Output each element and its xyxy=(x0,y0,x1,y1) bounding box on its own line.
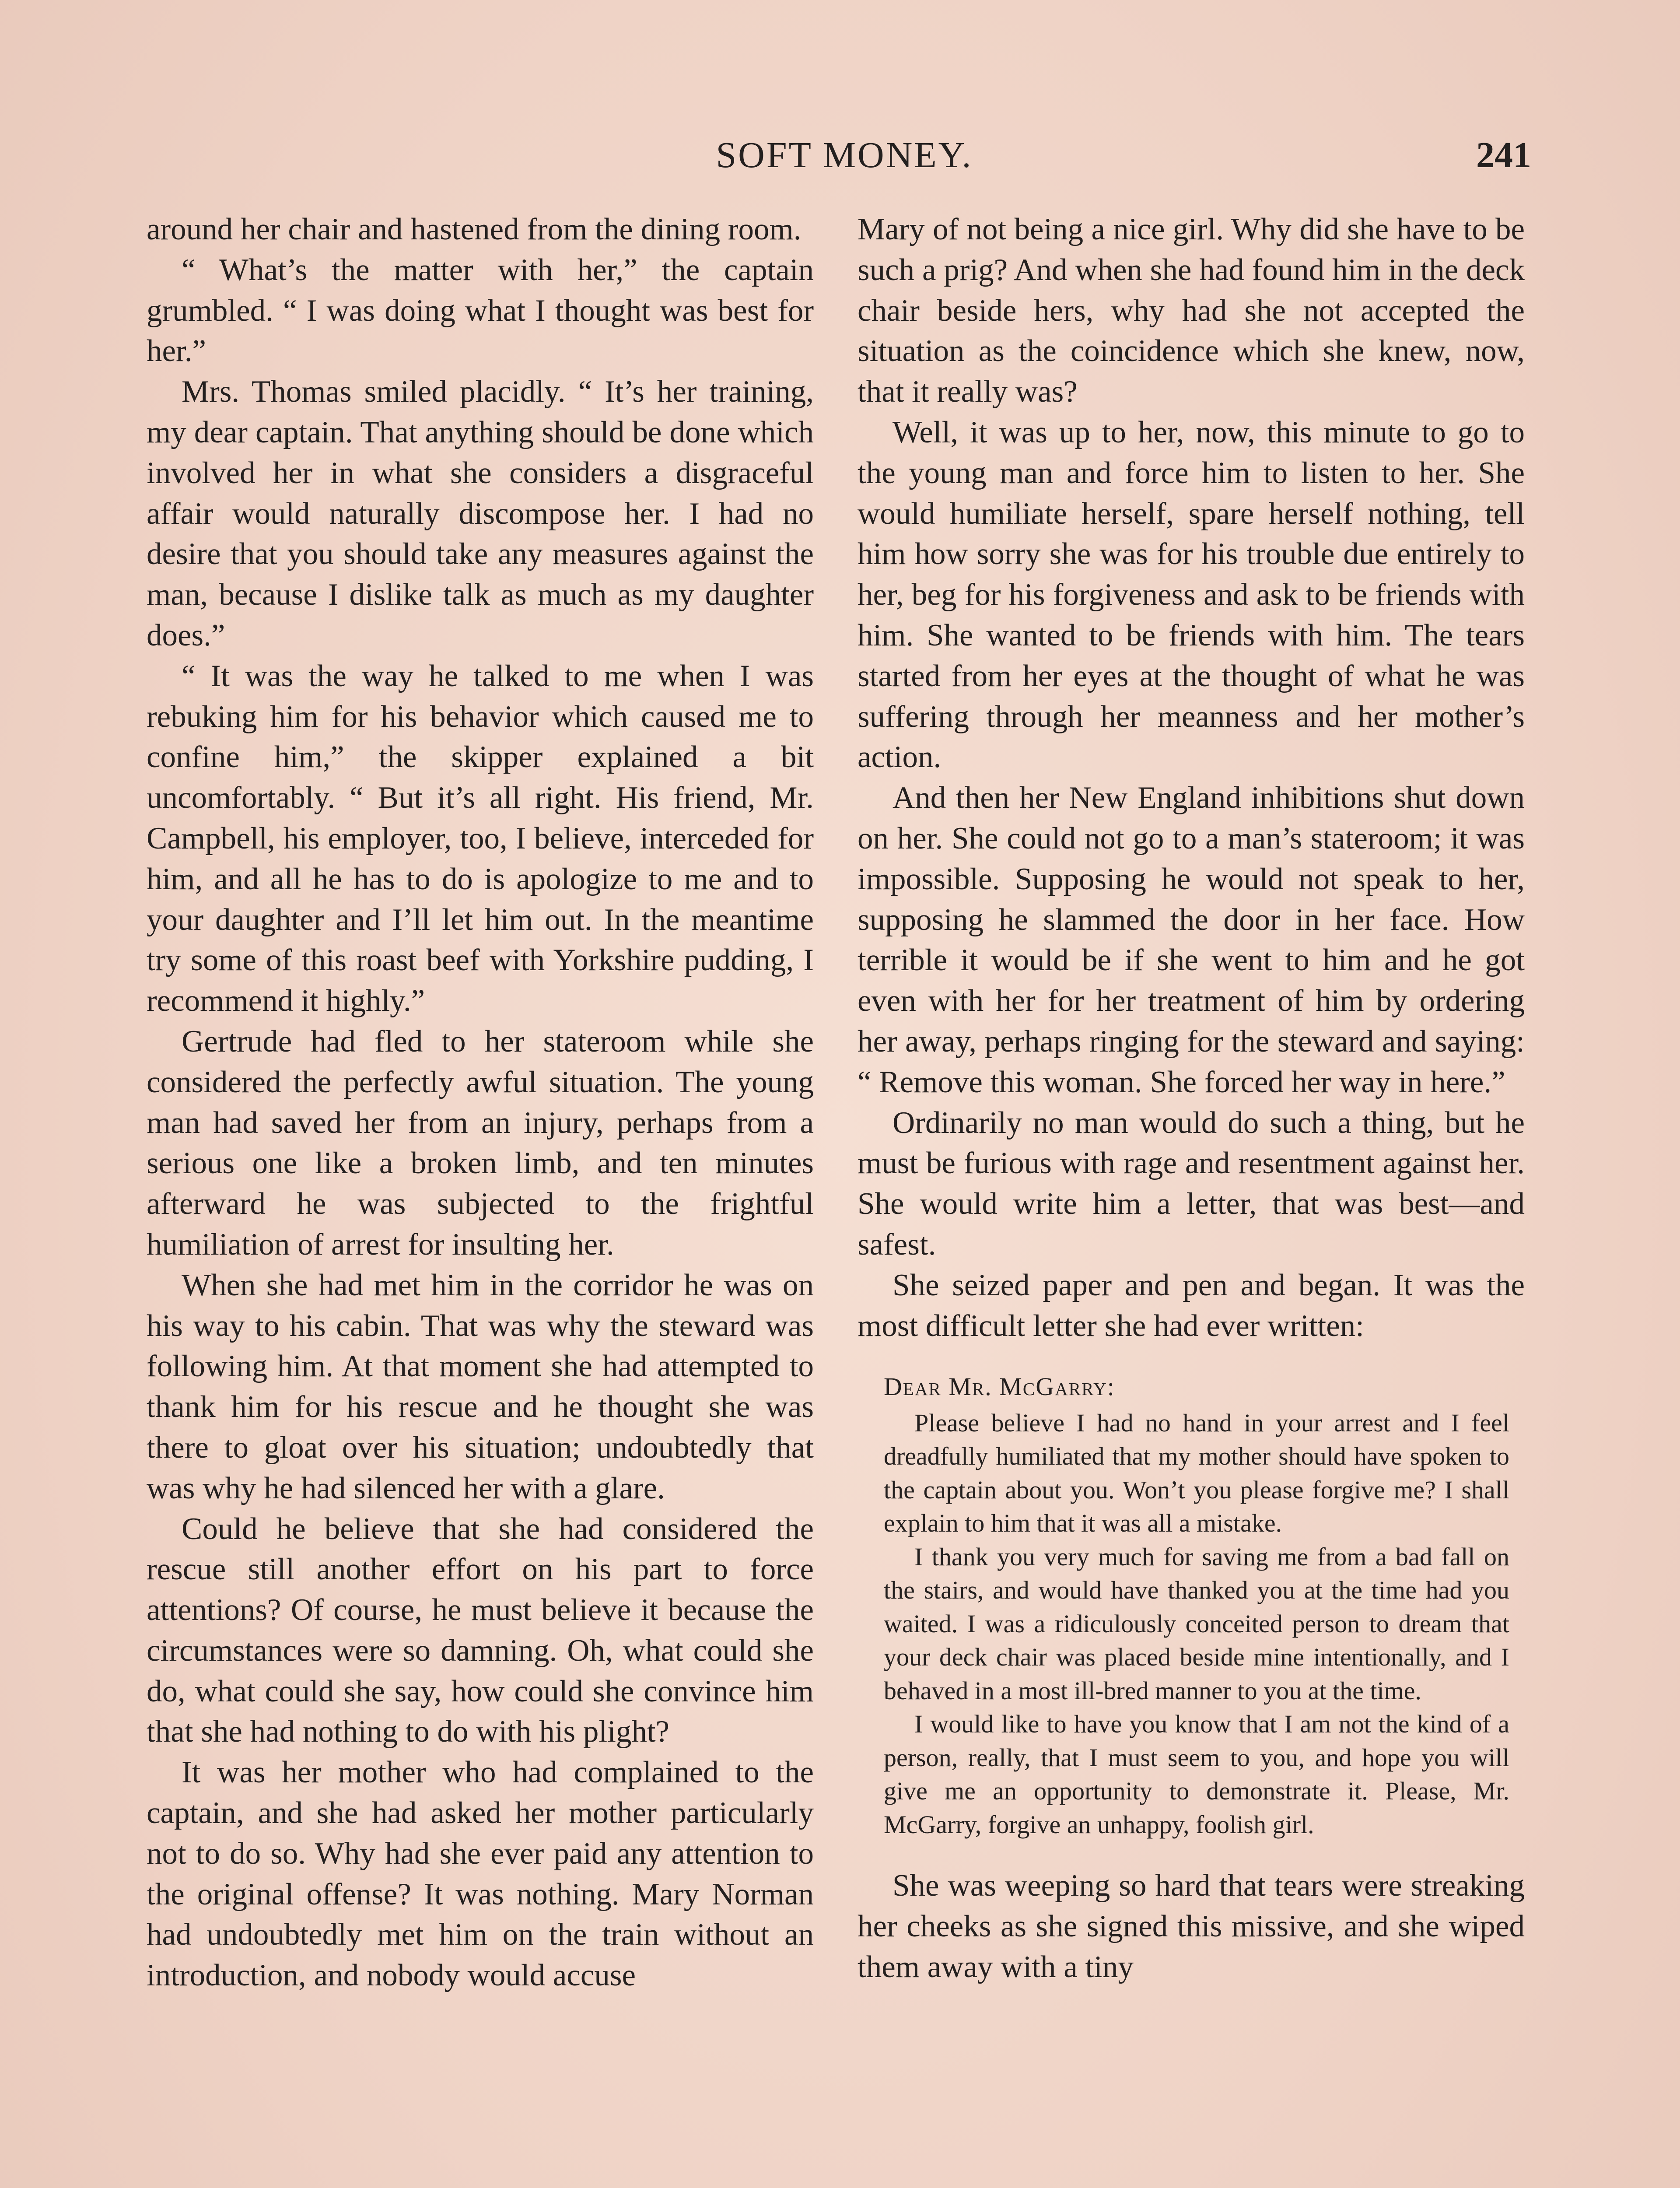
paragraph: When she had met him in the corridor he was on his way to his cabin. That was why the steward was following him. At that moment she had attempted to thank him for his rescue and he thought she was there to gloat over his situation; undoubtedly that was why he had silenced her with a glare. xyxy=(147,1268,814,1505)
right-column xyxy=(858,209,1525,1988)
running-head xyxy=(0,131,1680,179)
paragraph: “ What’s the matter with her,” the captain grumbled. “ I was doing what I thought was best for her.” xyxy=(147,252,814,368)
left-column xyxy=(147,209,814,1996)
paragraph: It was her mother who had complained to the captain, and she had asked her mother particularly not to do so. Why had she ever paid any attention to the original offense? It was nothing. Mary Norman had undoubtedly met him on the train without an introduction, and nobody would accuse xyxy=(147,1755,814,1993)
letter-paragraph: I thank you very much for saving me from a bad fall on the stairs, and would have thanked you at the time had you waited. I was a ridiculously conceited person to dream that your deck chair was placed beside mine intentionally, and I behaved in a most ill-bred manner to you at the time. xyxy=(884,1542,1509,1705)
letter-paragraph: I would like to have you know that I am not the kind of a person, really, that I must seem to you, and hope you will give me an opportunity to demonstrate it. Please, Mr. McGarry, forgive an unhappy, foolish girl. xyxy=(884,1710,1509,1839)
letter-paragraph: Please believe I had no hand in your arrest and I feel dreadfully humiliated that my mother should have spoken to the captain about you. Won’t you please forgive me? I shall explain to him that it was all a mistake. xyxy=(884,1408,1509,1538)
paragraph: Gertrude had fled to her stateroom while she considered the perfectly awful situation. The young man had saved her from an injury, perhaps from a serious one like a broken limb, and ten minutes afterward he was subjected to the frightful humiliation of arrest for insulting her. xyxy=(147,1024,814,1262)
running-title: SOFT MONEY. xyxy=(716,135,973,175)
paragraph: And then her New England inhibitions shut down on her. She could not go to a man’s stateroom; it was impossible. Supposing he would not speak to her, supposing he slammed the door in her face. How terrible it would be if she went to him and he got even with her for her treatment of him by ordering her away, perhaps ringing for the steward and saying: “ Remove this woman. She forced her way in here.” xyxy=(858,781,1525,1099)
letter-salutation: Dear Mr. McGarry: xyxy=(884,1372,1115,1401)
paragraph: “ It was the way he talked to me when I was rebuking him for his behavior which caused me to confine him,” the skipper explained a bit uncomfortably. “ But it’s all right. His friend, Mr. Campbell, his employer, too, I believe, interceded for him, and all he has to do is apologize to me and to your daughter and I’ll let him out. In the meantime try some of this roast beef with Yorkshire pudding, I recommend it highly.” xyxy=(147,659,814,1018)
paragraph: around her chair and hastened from the dining room. xyxy=(147,212,802,246)
paragraph: She was weeping so hard that tears were streaking her cheeks as she signed this missive, and she wiped them away with a tiny xyxy=(858,1869,1525,1984)
paragraph: Mary of not being a nice girl. Why did she have to be such a prig? And when she had found him in the deck chair beside hers, why had she not accepted the situation as the coincidence which she knew, now, that it really was? xyxy=(858,212,1525,409)
paragraph: Ordinarily no man would do such a thing, but he must be furious with rage and resentment against her. She would write him a letter, that was best—and safest. xyxy=(858,1105,1525,1262)
paragraph: Mrs. Thomas smiled placidly. “ It’s her training, my dear captain. That anything should be done which involved her in what she considers a disgraceful affair would naturally discompose her. I had no desire that you should take any measures against the man, because I dislike talk as much as my daughter does.” xyxy=(147,375,814,652)
letter-block xyxy=(884,1370,1509,1841)
page-number: 241 xyxy=(1476,135,1531,175)
paragraph: Could he believe that she had considered the rescue still another effort on his part to force attentions? Of course, he must believe it because the circumstances were so damning. Oh, what could she do, what could she say, how could she convince him that she had nothing to do with his plight? xyxy=(147,1511,814,1749)
paragraph: Well, it was up to her, now, this minute to go to the young man and force him to listen to her. She would humiliate herself, spare herself nothing, tell him how sorry she was for his trouble due entirely to her, beg for his forgiveness and ask to be friends with him. She wanted to be friends with him. The tears started from her eyes at the thought of what he was suffering through her meanness and her mother’s action. xyxy=(858,415,1525,775)
paragraph: She seized paper and pen and began. It was the most difficult letter she had ever written: xyxy=(858,1268,1525,1343)
